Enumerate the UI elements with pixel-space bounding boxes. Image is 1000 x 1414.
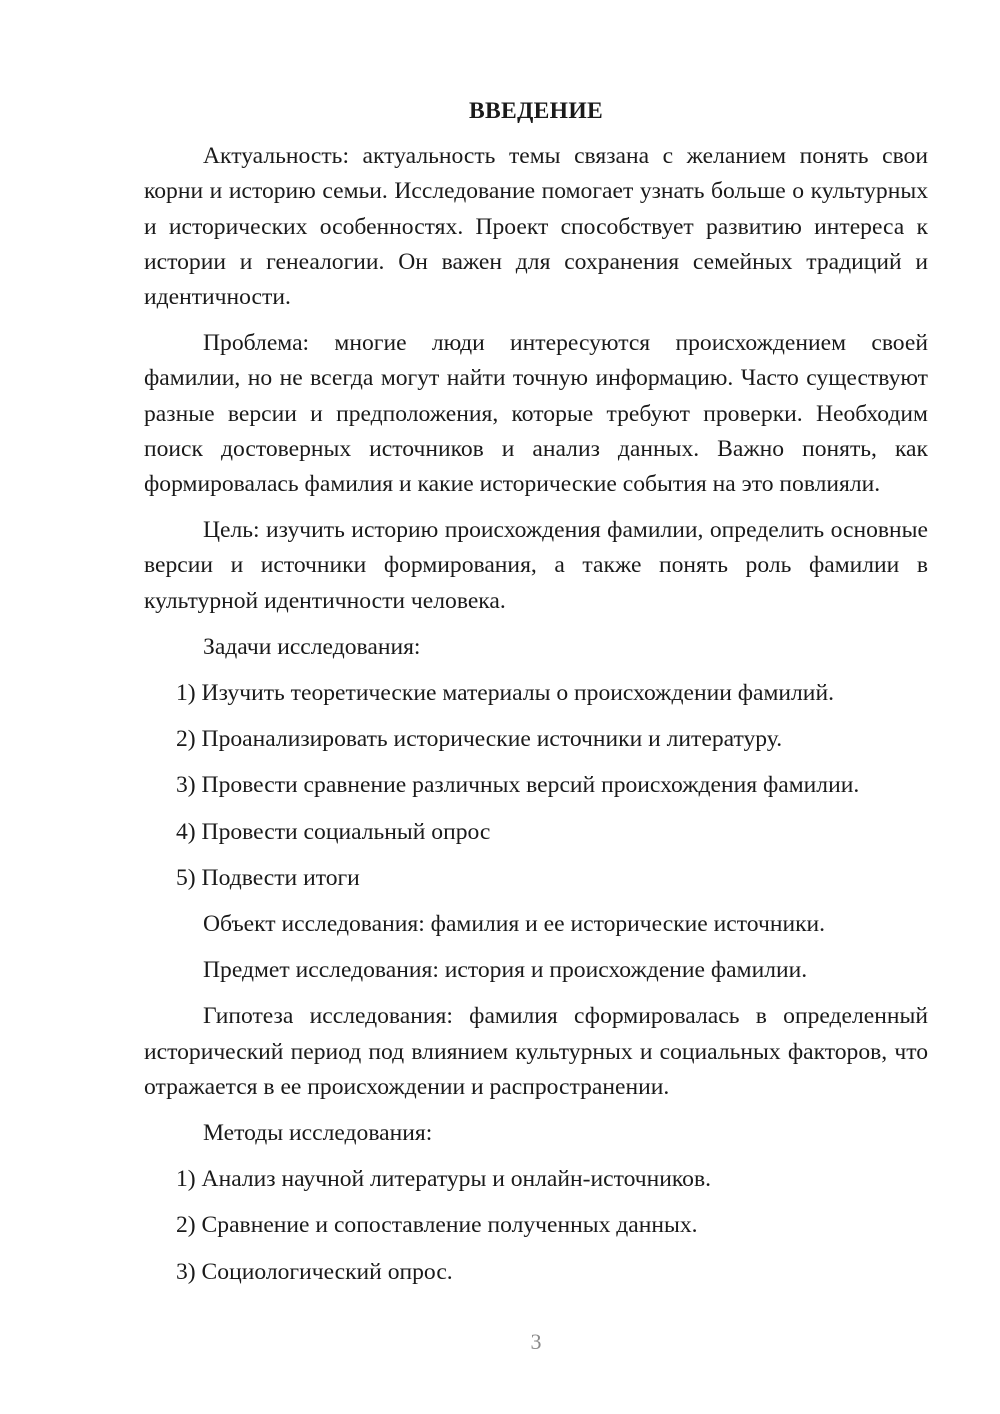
list-item: 5) Подвести итоги — [176, 864, 360, 891]
list-item: 1) Изучить теоретические материалы о происхождении фамилий. — [176, 680, 834, 707]
list-item: 3) Провести сравнение различных версий происхождения фамилии. — [176, 772, 860, 799]
methods-heading: Методы исследования: — [203, 1120, 433, 1147]
list-item: 2) Проанализировать исторические источники и литературу. — [176, 726, 783, 753]
problem-paragraph: Проблема: многие люди интересуются происхождением своей фамилии, но не всегда могут найти точную информацию. Часто существуют разные версии и предположения, которые требуют проверки. Необходим поиск достоверных источников и анализ данных. Важно понять, как формировалась фамилия и какие исторические события на это повлияли. — [144, 330, 928, 498]
subject-paragraph: Предмет исследования: история и происхождение фамилии. — [203, 957, 808, 984]
page-number: 3 — [530, 1329, 542, 1354]
tasks-list — [144, 676, 928, 896]
list-item: 4) Провести социальный опрос — [176, 818, 491, 845]
list-item: 3) Социологический опрос. — [176, 1258, 453, 1285]
page-content — [144, 94, 928, 1301]
hypothesis-paragraph: Гипотеза исследования: фамилия сформировалась в определенный исторический период под влиянием культурных и социальных факторов, что отражается в ее происхождении и распространении. — [144, 1003, 928, 1100]
methods-list — [144, 1162, 928, 1290]
list-item: 2) Сравнение и сопоставление полученных данных. — [176, 1212, 698, 1239]
goal-paragraph: Цель: изучить историю происхождения фамилии, определить основные версии и источники формирования, а также понять роль фамилии в культурной идентичности человека. — [144, 517, 928, 614]
page-title: ВВЕДЕНИЕ — [468, 98, 604, 124]
tasks-heading: Задачи исследования: — [203, 633, 421, 660]
list-item: 1) Анализ научной литературы и онлайн-источников. — [176, 1166, 712, 1193]
object-paragraph: Объект исследования: фамилия и ее исторические источники. — [203, 911, 826, 938]
relevance-paragraph: Актуальность: актуальность темы связана с желанием понять свои корни и историю семьи. Исследование помогает узнать больше о культурных и исторических особенностях. Проект способствует развитию интереса к истории и генеалогии. Он важен для сохранения семейных традиций и идентичности. — [144, 143, 928, 311]
